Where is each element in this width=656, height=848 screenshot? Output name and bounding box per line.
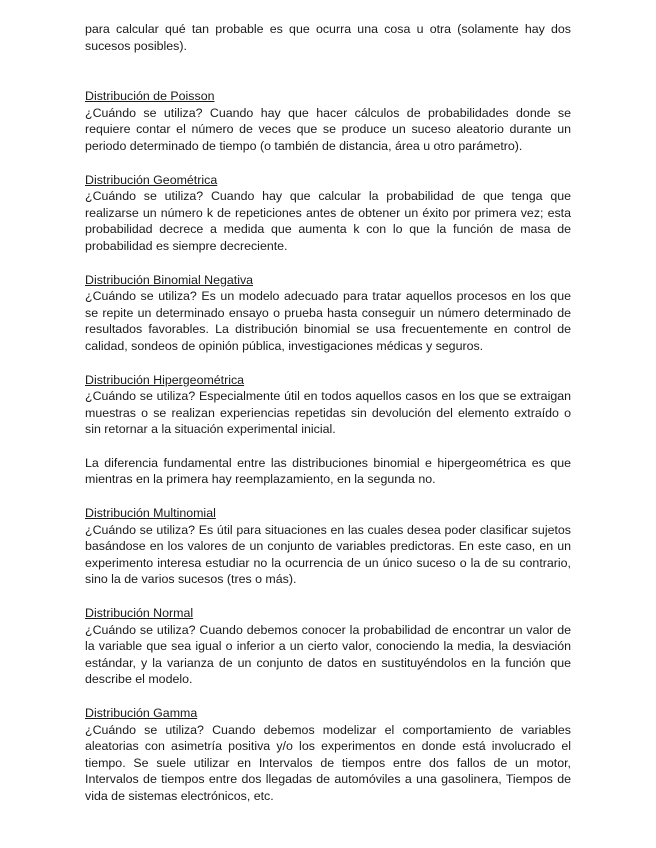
section-binomial-negativa <box>85 272 571 355</box>
difference-note: La diferencia fundamental entre las distribuciones binomial e hipergeométrica es que mientras en la primera hay reemplazamiento, en la segunda no. <box>85 455 571 487</box>
intro-paragraph: para calcular qué tan probable es que ocurra una cosa u otra (solamente hay dos sucesos posibles). <box>85 22 571 53</box>
section-heading: Distribución Hipergeométrica <box>85 372 245 387</box>
section-body: ¿Cuándo se utiliza? Especialmente útil en todos aquellos casos en los que se extraigan muestras o se realizan experiencias repetidas sin devolución del elemento extraído o sin retornar a la situación experimental inicial. <box>85 389 571 437</box>
section-body: ¿Cuándo se utiliza? Cuando debemos modelizar el comportamiento de variables aleatorias con asimetría positiva y/o los experimentos en donde está involucrado el tiempo. Se suele utilizar en Intervalos de tiempos entre dos fallos de un motor, Intervalos de tiempos entre dos llegadas de automóviles a una gasolinera, Tiempos de vida de sistemas electrónicos, etc. <box>85 722 571 803</box>
section-body: ¿Cuándo se utiliza? Es un modelo adecuado para tratar aquellos procesos en los que se repite un determinado ensayo o prueba hasta conseguir un número determinado de resultados favorables. La distribución binomial se usa frecuentemente en control de calidad, sondeos de opinión pública, investigaciones médicas y seguros. <box>85 289 571 353</box>
section-normal <box>85 605 571 688</box>
section-multinomial <box>85 505 571 588</box>
section-heading: Distribución Binomial Negativa <box>85 272 254 287</box>
document-page <box>85 21 571 822</box>
section-geometrica <box>85 172 571 255</box>
section-body: ¿Cuándo se utiliza? Es útil para situaciones en las cuales desea poder clasificar sujetos basándose en los valores de un conjunto de variables predictoras. En este caso, en un experimento interesa estudiar no la ocurrencia de un único suceso o la de su contrario, sino la de varios sucesos (tres o más). <box>85 522 571 587</box>
section-body: ¿Cuándo se utiliza? Cuando hay que calcular la probabilidad de que tenga que realizarse un número k de repeticiones antes de obtener un éxito por primera vez; esta probabilidad decrece a medida que aumenta k con lo que la función de masa de probabilidad es siempre decreciente. <box>85 189 571 253</box>
section-heading: Distribución Geométrica <box>85 172 218 187</box>
section-hipergeometrica <box>85 372 571 438</box>
section-poisson <box>85 88 571 154</box>
section-body: ¿Cuándo se utiliza? Cuando debemos conocer la probabilidad de encontrar un valor de la variable que sea igual o inferior a un cierto valor, conociendo la media, la desviación estándar, y la varianza de un conjunto de datos en sustituyéndolos en la función que describe el modelo. <box>85 622 571 687</box>
section-body: ¿Cuándo se utiliza? Cuando hay que hacer cálculos de probabilidades donde se requiere contar el número de veces que se produce un suceso aleatorio durante un periodo determinado de tiempo (o también de distancia, área u otro parámetro). <box>85 105 571 153</box>
section-heading: Distribución Multinomial <box>85 506 216 521</box>
section-heading: Distribución Normal <box>85 606 194 621</box>
section-heading: Distribución Gamma <box>85 706 198 720</box>
section-gamma <box>85 705 571 805</box>
section-heading: Distribución de Poisson <box>85 89 215 104</box>
